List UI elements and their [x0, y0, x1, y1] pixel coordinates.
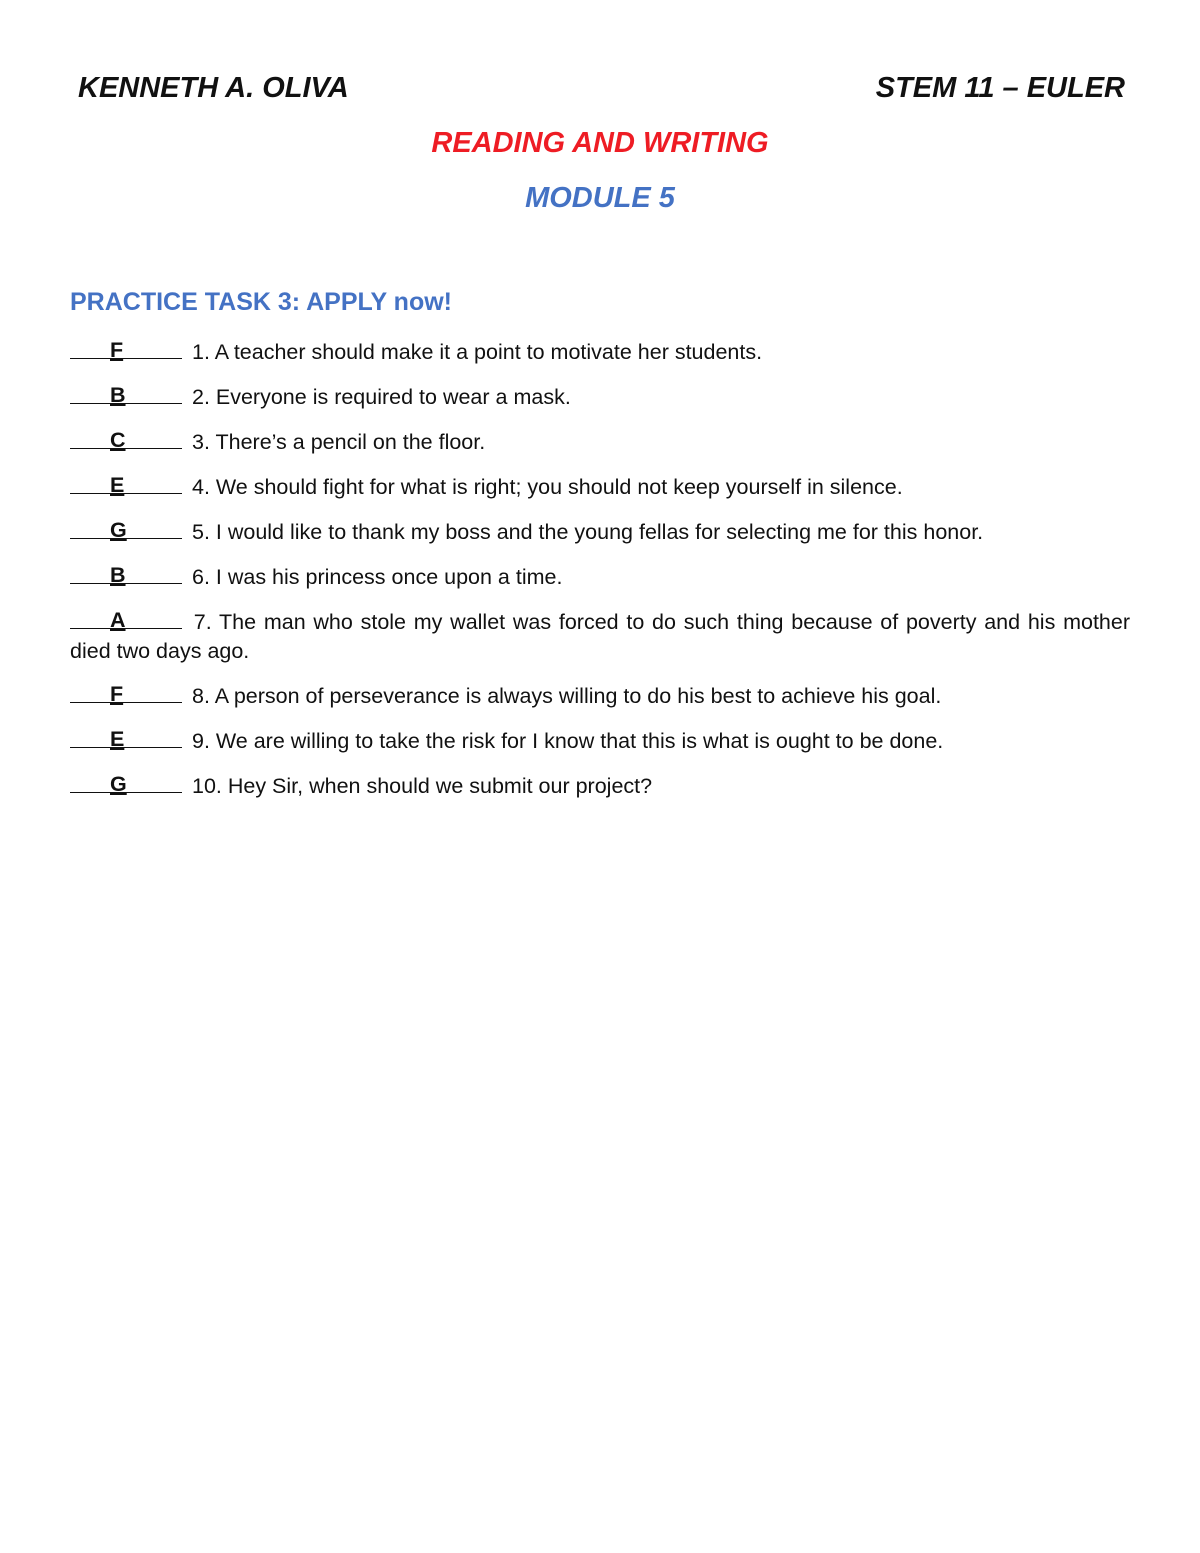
answer-blank — [70, 428, 182, 452]
student-section: STEM 11 – EULER — [875, 72, 1125, 104]
answer-blank — [70, 682, 182, 706]
answer-letter: E — [110, 727, 125, 751]
answer-blank — [70, 727, 182, 751]
list-item — [70, 383, 1130, 412]
answer-letter: G — [110, 518, 127, 542]
answer-blank — [70, 473, 182, 497]
list-item — [70, 428, 1130, 457]
item-text: 5. I would like to thank my boss and the young fellas for selecting me for this honor. — [191, 520, 984, 544]
item-text: 9. We are willing to take the risk for I know that this is what is ought to be done. — [191, 729, 944, 753]
item-text: 4. We should fight for what is right; you should not keep yourself in silence. — [191, 475, 903, 499]
answer-letter: C — [110, 428, 126, 452]
answer-blank — [70, 608, 182, 632]
list-item — [70, 608, 1130, 666]
student-name: KENNETH A. OLIVA — [78, 72, 349, 104]
answer-blank — [70, 563, 182, 587]
list-item — [70, 473, 1130, 502]
list-item — [70, 682, 1130, 711]
item-text: 7. The man who stole my wallet was forced to do such thing because of poverty and his mother died two days ago. — [70, 610, 1130, 663]
item-text: 3. There’s a pencil on the floor. — [191, 430, 486, 454]
answer-letter: B — [110, 383, 126, 407]
answer-letter: B — [110, 563, 126, 587]
answer-letter: E — [110, 473, 125, 497]
item-text: 2. Everyone is required to wear a mask. — [191, 385, 571, 409]
answer-blank — [70, 518, 182, 542]
answer-letter: F — [110, 338, 124, 362]
task-heading: PRACTICE TASK 3: APPLY now! — [70, 288, 452, 316]
item-text: 6. I was his princess once upon a time. — [191, 565, 563, 589]
list-item — [70, 727, 1130, 756]
item-text: 1. A teacher should make it a point to motivate her students. — [191, 340, 763, 364]
answer-list — [70, 338, 1130, 817]
answer-letter: G — [110, 772, 127, 796]
subject-title: READING AND WRITING — [431, 127, 769, 159]
item-text: 10. Hey Sir, when should we submit our project? — [191, 774, 653, 798]
answer-blank — [70, 383, 182, 407]
answer-blank — [70, 772, 182, 796]
list-item — [70, 338, 1130, 367]
answer-blank — [70, 338, 182, 362]
answer-letter: A — [110, 608, 126, 632]
list-item — [70, 772, 1130, 801]
list-item — [70, 563, 1130, 592]
list-item — [70, 518, 1130, 547]
module-title: MODULE 5 — [525, 182, 675, 214]
answer-letter: F — [110, 682, 124, 706]
item-text: 8. A person of perseverance is always willing to do his best to achieve his goal. — [191, 684, 942, 708]
